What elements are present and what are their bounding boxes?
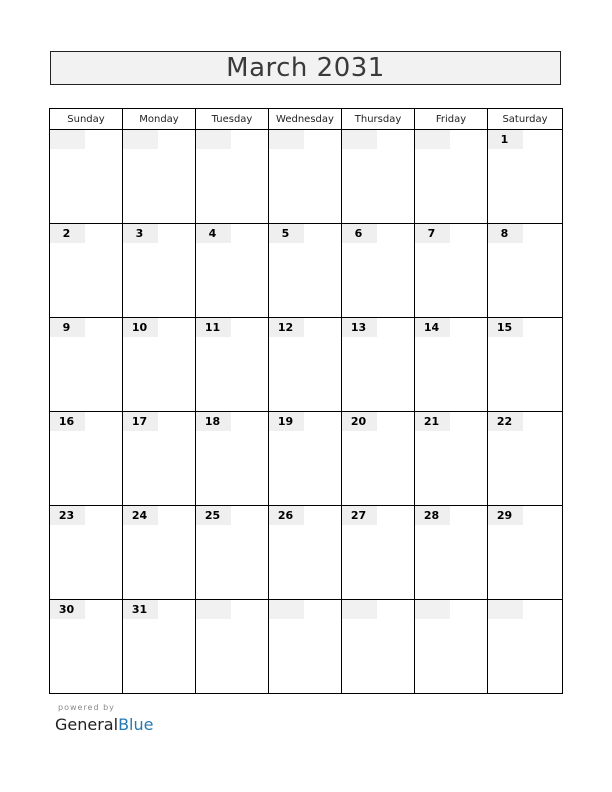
weekday-wednesday: Wednesday xyxy=(269,109,342,130)
day-cell xyxy=(50,412,123,506)
day-cell xyxy=(196,600,269,694)
powered-by-text: powered by xyxy=(58,703,115,712)
day-cell xyxy=(123,600,196,694)
day-cell xyxy=(196,506,269,600)
day-number xyxy=(488,600,523,619)
day-number: 27 xyxy=(342,506,377,525)
day-cell xyxy=(269,600,342,694)
day-cell xyxy=(488,224,563,318)
week-row-4 xyxy=(50,412,563,506)
day-cell xyxy=(269,224,342,318)
day-number: 20 xyxy=(342,412,377,431)
day-number: 7 xyxy=(415,224,450,243)
day-cell xyxy=(123,506,196,600)
day-number xyxy=(269,130,304,149)
weekday-sunday: Sunday xyxy=(50,109,123,130)
day-cell xyxy=(415,600,488,694)
day-number: 14 xyxy=(415,318,450,337)
weekday-saturday: Saturday xyxy=(488,109,563,130)
day-cell xyxy=(415,224,488,318)
day-cell xyxy=(196,224,269,318)
day-number xyxy=(269,600,304,619)
day-number: 9 xyxy=(50,318,85,337)
calendar-title-box xyxy=(50,51,561,85)
calendar-grid xyxy=(49,108,563,694)
day-cell xyxy=(50,600,123,694)
day-cell xyxy=(269,412,342,506)
day-cell xyxy=(50,506,123,600)
day-number: 26 xyxy=(269,506,304,525)
day-number: 15 xyxy=(488,318,523,337)
day-number: 11 xyxy=(196,318,231,337)
day-number xyxy=(415,600,450,619)
calendar-title: March 2031 xyxy=(226,53,385,83)
day-number: 18 xyxy=(196,412,231,431)
day-number: 31 xyxy=(123,600,158,619)
brand-blue-text: Blue xyxy=(118,715,154,734)
day-number: 29 xyxy=(488,506,523,525)
day-number xyxy=(50,130,85,149)
day-number xyxy=(196,600,231,619)
day-cell xyxy=(488,600,563,694)
day-number: 19 xyxy=(269,412,304,431)
day-cell xyxy=(415,130,488,224)
day-cell xyxy=(123,130,196,224)
day-cell xyxy=(415,506,488,600)
day-number: 30 xyxy=(50,600,85,619)
day-number xyxy=(342,130,377,149)
day-cell xyxy=(269,318,342,412)
day-cell xyxy=(50,318,123,412)
day-number: 16 xyxy=(50,412,85,431)
day-cell xyxy=(342,412,415,506)
weekday-header-row xyxy=(50,109,563,130)
week-row-2 xyxy=(50,224,563,318)
day-cell xyxy=(488,318,563,412)
brand-general-text: General xyxy=(55,715,119,734)
day-cell xyxy=(269,130,342,224)
day-number: 21 xyxy=(415,412,450,431)
day-number: 8 xyxy=(488,224,523,243)
day-number xyxy=(196,130,231,149)
day-number: 5 xyxy=(269,224,304,243)
week-row-6 xyxy=(50,600,563,694)
day-cell xyxy=(196,412,269,506)
day-number: 10 xyxy=(123,318,158,337)
day-number: 28 xyxy=(415,506,450,525)
day-number: 23 xyxy=(50,506,85,525)
day-number xyxy=(123,130,158,149)
day-number: 4 xyxy=(196,224,231,243)
day-cell xyxy=(488,130,563,224)
week-row-1 xyxy=(50,130,563,224)
day-cell xyxy=(488,506,563,600)
day-number: 2 xyxy=(50,224,85,243)
day-number: 25 xyxy=(196,506,231,525)
day-cell xyxy=(342,600,415,694)
day-number: 6 xyxy=(342,224,377,243)
week-row-3 xyxy=(50,318,563,412)
day-cell xyxy=(342,224,415,318)
day-number: 24 xyxy=(123,506,158,525)
day-number: 22 xyxy=(488,412,523,431)
day-number: 13 xyxy=(342,318,377,337)
weekday-friday: Friday xyxy=(415,109,488,130)
day-cell xyxy=(50,130,123,224)
weekday-monday: Monday xyxy=(123,109,196,130)
day-cell xyxy=(342,506,415,600)
day-cell xyxy=(50,224,123,318)
day-number: 12 xyxy=(269,318,304,337)
day-cell xyxy=(342,130,415,224)
generalblue-logo xyxy=(55,715,153,734)
day-cell xyxy=(196,318,269,412)
day-number xyxy=(342,600,377,619)
weekday-thursday: Thursday xyxy=(342,109,415,130)
day-number xyxy=(415,130,450,149)
week-row-5 xyxy=(50,506,563,600)
day-cell xyxy=(415,412,488,506)
day-cell xyxy=(123,224,196,318)
day-cell xyxy=(415,318,488,412)
day-number: 1 xyxy=(488,130,523,149)
day-cell xyxy=(123,412,196,506)
day-cell xyxy=(488,412,563,506)
weekday-tuesday: Tuesday xyxy=(196,109,269,130)
day-cell xyxy=(342,318,415,412)
day-number: 3 xyxy=(123,224,158,243)
day-number: 17 xyxy=(123,412,158,431)
day-cell xyxy=(269,506,342,600)
day-cell xyxy=(123,318,196,412)
day-cell xyxy=(196,130,269,224)
